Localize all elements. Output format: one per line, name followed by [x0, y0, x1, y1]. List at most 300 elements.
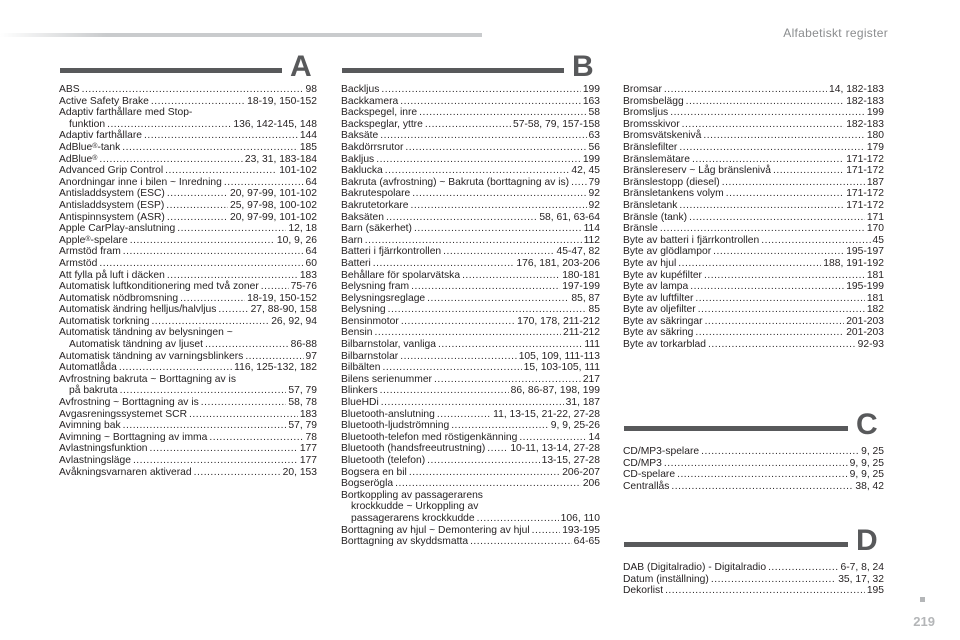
- dot-leader: [660, 223, 865, 235]
- index-term: Adaptiv farthållare: [59, 130, 142, 142]
- index-term: Backljus: [341, 84, 380, 95]
- index-term: på bakruta: [69, 385, 118, 397]
- index-entry: [341, 327, 600, 339]
- index-pages: 182-183: [846, 118, 884, 130]
- index-pages: 180: [866, 130, 884, 142]
- index-pages: 181: [866, 292, 884, 304]
- index-term: Bakljus: [341, 153, 375, 165]
- index-pages: 171: [866, 211, 884, 223]
- index-term: DAB (Digitalradio) - Digitalradio: [623, 562, 767, 573]
- index-pages: 177: [299, 443, 317, 455]
- index-entry: [59, 84, 317, 96]
- dot-leader: [664, 84, 827, 96]
- index-entry: [623, 177, 884, 189]
- index-pages: 35, 17, 32: [838, 573, 884, 585]
- index-term: Belysning: [341, 304, 386, 316]
- index-entry: [59, 96, 317, 108]
- index-pages: 114: [583, 223, 600, 235]
- index-pages: 112: [583, 234, 600, 246]
- index-term: Automatisk tändning av ljuset: [69, 339, 203, 351]
- index-term: Bluetooth-telefon med röstigenkänning: [341, 431, 518, 443]
- dot-leader: [487, 443, 508, 455]
- index-term: Bensinmotor: [341, 315, 399, 327]
- index-entry: [623, 84, 884, 96]
- dot-leader: [130, 235, 275, 247]
- index-pages: 58: [588, 107, 600, 119]
- section-rule: [60, 68, 282, 73]
- dot-leader: [670, 107, 865, 119]
- index-term: Centrallås: [623, 480, 670, 492]
- index-pages: 38, 42: [855, 480, 884, 492]
- index-entry: [623, 281, 884, 293]
- index-term: BlueHDi: [341, 397, 379, 409]
- index-entry: [59, 351, 317, 363]
- dot-leader: [722, 177, 865, 189]
- index-pages: 206-207: [562, 466, 600, 478]
- index-entry: [341, 525, 600, 537]
- index-pages: 18-19, 150-152: [247, 95, 317, 107]
- dot-leader: [133, 455, 298, 467]
- index-pages: 58, 61, 63-64: [539, 211, 600, 223]
- index-pages: 20, 97-99, 101-102: [229, 211, 317, 223]
- index-entry: [623, 316, 884, 328]
- index-term: Bromsbelägg: [623, 95, 684, 107]
- dot-leader: [451, 420, 549, 432]
- dot-leader: [144, 130, 298, 142]
- index-pages: 85: [588, 304, 600, 316]
- index-term: Belysningsreglage: [341, 292, 426, 304]
- index-entry: [59, 339, 317, 351]
- index-entry: [341, 200, 600, 212]
- index-term: krockkudde ~ Urkoppling av: [351, 501, 479, 513]
- index-pages: 86-88: [290, 339, 317, 351]
- dot-leader: [532, 525, 561, 537]
- index-entry: [341, 455, 600, 467]
- index-entry: [59, 246, 317, 258]
- index-term: Active Safety Brake: [59, 95, 149, 107]
- dot-leader: [365, 235, 582, 247]
- index-pages: 57, 79: [288, 420, 317, 432]
- index-list-d: [623, 562, 884, 597]
- dot-leader: [665, 585, 865, 597]
- index-term: Barn (säkerhet): [341, 223, 412, 235]
- index-entry: [623, 165, 884, 177]
- dot-leader: [703, 130, 864, 142]
- dot-leader: [123, 420, 287, 432]
- dot-leader: [395, 478, 581, 490]
- index-entry: [623, 246, 884, 258]
- index-entry: [59, 200, 317, 212]
- index-term: Adaptiv farthållare med Stop-: [59, 107, 193, 119]
- index-term: Automatisk ändring helljus/halvljus: [59, 304, 217, 316]
- index-entry: [59, 107, 317, 119]
- dot-leader: [411, 281, 560, 293]
- index-term: ABS: [59, 84, 80, 95]
- index-pages: 10-11, 13-14, 27-28: [510, 443, 600, 455]
- index-term: Baklucka: [341, 165, 383, 177]
- index-entry: [59, 304, 317, 316]
- index-term: Avlastningsläge: [59, 455, 131, 466]
- index-pages: 78: [305, 431, 317, 443]
- index-term: Bromsar: [623, 84, 662, 95]
- index-pages: 14, 182-183: [829, 84, 884, 95]
- index-term: CD-spelare: [623, 469, 676, 481]
- dot-leader: [150, 443, 298, 455]
- index-term: Byte av torkarblad: [623, 339, 706, 351]
- index-term: Armstöd fram: [59, 246, 121, 258]
- index-entry: [623, 481, 884, 493]
- index-pages: 171-172: [846, 153, 884, 165]
- dot-leader: [705, 316, 845, 328]
- section-letter: C: [856, 408, 878, 441]
- index-term: passagerarens krockkudde: [351, 512, 475, 524]
- index-pages: 79: [588, 176, 600, 188]
- index-pages: 9, 9, 25: [849, 469, 884, 481]
- index-entry: [341, 501, 600, 513]
- dot-leader: [167, 212, 228, 224]
- dot-leader: [194, 467, 281, 479]
- index-entry: [623, 293, 884, 305]
- index-term: Automatisk luftkonditionering med två zoner: [59, 281, 259, 293]
- index-pages: 201-203: [846, 327, 884, 339]
- index-term: Byte av säkringar: [623, 315, 703, 327]
- dot-leader: [405, 142, 586, 154]
- dot-leader: [388, 304, 587, 316]
- index-term: Borttagning av hjul ~ Demontering av hjul: [341, 524, 530, 536]
- index-entry: [59, 258, 317, 270]
- dot-leader: [167, 188, 228, 200]
- index-term: Antisladdsystem (ESP): [59, 199, 165, 211]
- index-entry: [59, 212, 317, 224]
- index-term: Bakruta (avfrostning) ~ Bakruta (borttagning av is): [341, 176, 570, 188]
- index-pages: 26, 92, 94: [271, 315, 317, 327]
- index-entry: [623, 339, 884, 351]
- section-letter: B: [572, 50, 594, 83]
- dot-leader: [209, 432, 303, 444]
- index-entry: [623, 562, 884, 574]
- index-term: Borttagning av skyddsmatta: [341, 536, 469, 548]
- index-entry: [341, 223, 600, 235]
- index-term: Byte av kupéfilter: [623, 269, 702, 281]
- dot-leader: [708, 339, 856, 351]
- index-term: Bogsera en bil: [341, 466, 407, 478]
- index-term: Behållare för spolarvätska: [341, 269, 461, 281]
- index-entry: [59, 119, 317, 131]
- index-term: Bogserögla: [341, 478, 394, 490]
- dot-leader: [224, 177, 304, 189]
- index-entry: [59, 316, 317, 328]
- index-entry: [59, 397, 317, 409]
- index-pages: 31, 187: [565, 397, 600, 409]
- dot-leader: [437, 409, 491, 421]
- index-entry: [59, 165, 317, 177]
- registered-mark: ®: [92, 142, 98, 150]
- index-term: Apple CarPlay-anslutning: [59, 223, 176, 235]
- index-entry: [341, 304, 600, 316]
- dot-leader: [768, 562, 838, 574]
- index-entry: [623, 200, 884, 212]
- dot-leader: [151, 316, 269, 328]
- dot-leader: [107, 119, 231, 131]
- index-entry: [623, 154, 884, 166]
- dot-leader: [704, 270, 865, 282]
- index-entry: [623, 258, 884, 270]
- index-term: Bränslemätare: [623, 153, 690, 165]
- index-entry: [59, 385, 317, 397]
- index-pages: 116, 125-132, 182: [234, 362, 317, 374]
- dot-leader: [381, 397, 564, 409]
- index-pages: 60: [305, 257, 317, 269]
- section-rule: [624, 542, 848, 547]
- index-term: Antisladdsystem (ESC): [59, 188, 165, 200]
- index-pages: 111: [584, 339, 600, 351]
- index-term: Bensin: [341, 327, 373, 339]
- index-entry: [341, 432, 600, 444]
- dot-leader: [376, 154, 581, 166]
- dot-leader: [167, 270, 298, 282]
- header-rule: [0, 33, 482, 37]
- dot-leader: [411, 200, 587, 212]
- index-pages: 10, 9, 26: [276, 234, 317, 246]
- index-pages: 199: [582, 84, 600, 95]
- index-term: Byte av batteri i fjärrkontrollen: [623, 234, 760, 246]
- dot-leader: [400, 351, 516, 363]
- index-term: Byte av luftfilter: [623, 292, 694, 304]
- index-term: Armstöd: [59, 257, 98, 269]
- dot-leader: [690, 281, 844, 293]
- index-term: Bluetooth-anslutning: [341, 408, 435, 420]
- index-entry: [341, 165, 600, 177]
- index-term: Avgasreningssystemet SCR: [59, 408, 188, 420]
- dot-leader: [177, 223, 286, 235]
- corner-marker: [920, 597, 925, 602]
- index-term: Avåkningsvarnaren aktiverad: [59, 466, 192, 478]
- index-entry: [623, 142, 884, 154]
- dot-leader: [381, 84, 580, 96]
- dot-leader: [120, 385, 287, 397]
- index-pages: 56: [588, 141, 600, 153]
- index-pages: 206: [582, 478, 600, 490]
- dot-leader: [571, 177, 586, 189]
- index-entry: [341, 490, 600, 502]
- index-pages: 187: [866, 176, 884, 188]
- index-entry: [623, 130, 884, 142]
- index-term: Belysning fram: [341, 281, 410, 293]
- registered-mark: ®: [92, 154, 98, 162]
- section-heading-c: [624, 408, 882, 444]
- index-term: Dekorlist: [623, 585, 664, 597]
- index-pages: 183: [299, 269, 317, 281]
- index-pages: 92-93: [857, 339, 884, 351]
- dot-leader: [374, 327, 560, 339]
- index-entry: [59, 374, 317, 386]
- dot-leader: [438, 339, 582, 351]
- index-term: Byte av hjul: [623, 257, 677, 269]
- index-entry: [341, 467, 600, 479]
- page-number: 219: [913, 614, 935, 629]
- dot-leader: [119, 362, 232, 374]
- index-pages: 195: [866, 585, 884, 597]
- section-letter: A: [290, 50, 312, 83]
- index-entry: [341, 188, 600, 200]
- index-term: Bränslereserv ~ Låg bränslenivå: [623, 165, 771, 177]
- index-term: Apple®-spelare: [59, 234, 128, 246]
- index-entry: [59, 362, 317, 374]
- index-pages: 136, 142-145, 148: [233, 118, 317, 130]
- dot-leader: [205, 339, 289, 351]
- index-pages: 57, 79: [288, 385, 317, 397]
- index-term: Advanced Grip Control: [59, 165, 164, 177]
- index-term: Bortkoppling av passagerarens: [341, 489, 483, 501]
- index-pages: 86, 86-87, 198, 199: [510, 385, 600, 397]
- dot-leader: [400, 96, 581, 108]
- index-entry: [623, 188, 884, 200]
- dot-leader: [477, 513, 559, 525]
- dot-leader: [189, 409, 298, 421]
- dot-leader: [385, 165, 570, 177]
- index-term: AdBlue®-tank: [59, 141, 121, 153]
- index-entry: [59, 455, 317, 467]
- index-entry: [623, 96, 884, 108]
- index-term: Automatisk tändning av varningsblinkers: [59, 350, 244, 362]
- index-entry: [623, 235, 884, 247]
- dot-leader: [380, 130, 586, 142]
- index-entry: [341, 374, 600, 386]
- section-heading-a: [60, 50, 316, 86]
- index-term: Bilbälten: [341, 362, 381, 374]
- dot-leader: [151, 96, 245, 108]
- index-pages: 64-65: [573, 536, 600, 548]
- index-term: Byte av säkring: [623, 327, 694, 339]
- index-entry: [341, 246, 600, 258]
- dot-leader: [383, 362, 522, 374]
- index-entry: [341, 130, 600, 142]
- index-pages: 170: [866, 223, 884, 235]
- index-pages: 201-203: [846, 315, 884, 327]
- index-entry: [341, 212, 600, 224]
- index-entry: [623, 585, 884, 597]
- index-term: Bluetooth (telefon): [341, 455, 426, 466]
- section-heading-b: [342, 50, 598, 86]
- index-term: Automatisk nödbromsning: [59, 292, 179, 304]
- index-entry: [623, 107, 884, 119]
- dot-leader: [686, 96, 845, 108]
- index-entry: [341, 270, 600, 282]
- index-entry: [59, 293, 317, 305]
- index-pages: 14: [588, 431, 600, 443]
- dot-leader: [695, 327, 844, 339]
- index-term: Backkamera: [341, 95, 399, 107]
- index-term: Bilbarnstolar: [341, 350, 399, 362]
- index-pages: 25, 97-98, 100-102: [229, 199, 317, 211]
- dot-leader: [427, 455, 539, 467]
- dot-leader: [412, 188, 586, 200]
- dot-leader: [519, 432, 586, 444]
- dot-leader: [261, 281, 289, 293]
- dot-leader: [726, 188, 844, 200]
- index-pages: 42, 45: [571, 165, 600, 177]
- index-pages: 179: [866, 141, 884, 153]
- index-entry: [59, 235, 317, 247]
- dot-leader: [698, 304, 865, 316]
- dot-leader: [373, 258, 515, 270]
- index-entry: [341, 84, 600, 96]
- index-pages: 176, 181, 203-206: [516, 257, 600, 269]
- dot-leader: [678, 258, 821, 270]
- index-pages: 23, 31, 183-184: [244, 153, 317, 165]
- index-pages: 75-76: [290, 281, 317, 293]
- index-entry: [59, 432, 317, 444]
- dot-leader: [664, 458, 848, 470]
- index-pages: 199: [582, 153, 600, 165]
- index-term: Bakrutetorkare: [341, 199, 409, 211]
- index-entry: [623, 446, 884, 458]
- index-pages: 64: [305, 246, 317, 258]
- index-entry: [59, 142, 317, 154]
- index-term: Backspeglar, yttre: [341, 118, 423, 130]
- index-entry: [341, 420, 600, 432]
- index-term: Blinkers: [341, 385, 378, 397]
- dot-leader: [99, 258, 303, 270]
- dot-leader: [679, 200, 844, 212]
- index-entry: [59, 223, 317, 235]
- index-term: Backspegel, inre: [341, 107, 418, 119]
- index-term: Bluetooth (handsfreeutrustning): [341, 443, 486, 455]
- index-entry: [59, 188, 317, 200]
- index-pages: 163: [582, 95, 600, 107]
- index-entry: [341, 235, 600, 247]
- index-term: Automatisk torkning: [59, 315, 150, 327]
- dot-leader: [201, 397, 287, 409]
- index-term: Byte av glödlampor: [623, 246, 712, 258]
- index-term: Avfrostning bakruta ~ Borttagning av is: [59, 373, 236, 385]
- index-entry: [341, 362, 600, 374]
- index-term: Bränslefilter: [623, 141, 678, 153]
- index-entry: [341, 119, 600, 131]
- index-pages: 106, 110: [560, 512, 600, 524]
- index-pages: 63: [588, 130, 600, 142]
- index-pages: 18-19, 150-152: [247, 292, 317, 304]
- index-entry: [59, 409, 317, 421]
- index-term: Bakrutespolare: [341, 188, 411, 200]
- index-pages: 183: [299, 408, 317, 420]
- index-entry: [341, 107, 600, 119]
- index-pages: 195-199: [846, 281, 884, 293]
- dot-leader: [713, 246, 844, 258]
- dot-leader: [701, 446, 859, 458]
- index-entry: [623, 458, 884, 470]
- index-entry: [59, 443, 317, 455]
- dot-leader: [123, 246, 304, 258]
- dot-leader: [679, 142, 864, 154]
- section-rule: [624, 426, 848, 431]
- index-pages: 15, 103-105, 111: [523, 362, 600, 374]
- index-entry: [623, 304, 884, 316]
- index-entry: [623, 270, 884, 282]
- index-pages: 9, 25: [861, 446, 884, 457]
- index-term: Avimning bak: [59, 420, 121, 432]
- index-entry: [341, 142, 600, 154]
- index-pages: 185: [299, 141, 317, 153]
- index-term: Batteri: [341, 257, 371, 269]
- index-entry: [341, 536, 600, 548]
- dot-leader: [427, 293, 569, 305]
- index-pages: 9, 9, 25-26: [550, 420, 600, 432]
- dot-leader: [380, 385, 509, 397]
- index-entry: [341, 409, 600, 421]
- dot-leader: [425, 119, 511, 131]
- index-term: Bakdörrsrutor: [341, 141, 404, 153]
